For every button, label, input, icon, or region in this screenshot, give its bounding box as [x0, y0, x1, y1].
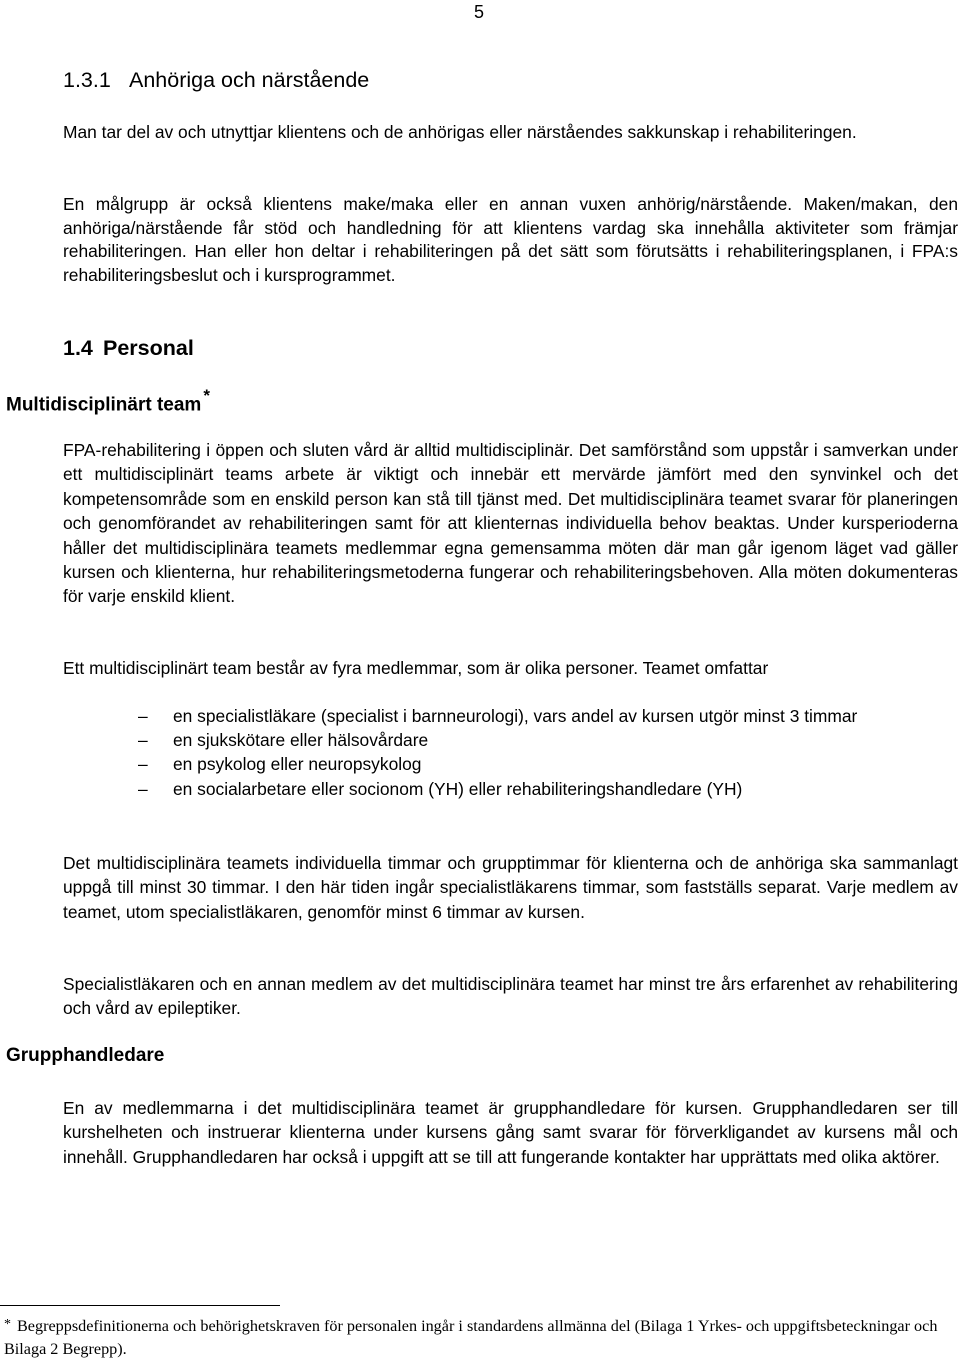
section-title: Personal: [103, 336, 194, 360]
dash-bullet: –: [138, 706, 148, 726]
section-heading-1-4: [63, 336, 194, 361]
list-item: – en sjukskötare eller hälsovårdare: [63, 728, 958, 752]
dash-bullet: –: [138, 730, 148, 751]
paragraph-team-2: Ett multidisciplinärt team består av fyra medlemmar, som är olika personer. Teamet omfattar: [63, 658, 769, 678]
paragraph-team-1: FPA-rehabilitering i öppen och sluten vård är alltid multidisciplinär. Det samförstånd som uppstår i samverkan under ett multidisciplinärt teams arbete är viktigt och innebär ett mervärde jämfört med den synvinkel och det kompetensområde som en enskild person kan stå till tjänst med. Det multidisciplinära teamet svarar för planeringen och genomförandet av rehabiliteringen samt för att klienternas individuella behov beaktas. Under kursperioderna håller det multidisciplinära teamets medlemmar egna gemensamma möten där man går igenom läget vad gäller kursen och klienterna, hur rehabiliteringsmetoderna fungerar och rehabiliteringsbehoven. Alla möten dokumenteras för varje enskild klient.: [63, 440, 958, 607]
paragraph-relatives-1: Man tar del av och utnyttjar klientens och de anhörigas eller närståendes sakkunskap i rehabiliteringen.: [63, 122, 857, 142]
paragraph-relatives-2: En målgrupp är också klientens make/maka eller en annan vuxen anhörig/närstående. Maken/makan, den anhöriga/närstående får stöd och handledning för att klientens vardag ska innehålla aktiviteter som främjar rehabiliteringen. Han eller hon deltar i rehabiliteringen på det sätt som förutsätts i rehabiliteringsplanen, i FPA:s rehabiliteringsbeslut och i kursprogrammet.: [63, 194, 958, 285]
dash-bullet: –: [138, 754, 148, 775]
footnote: [4, 1316, 944, 1360]
footnote-reference: *: [203, 386, 210, 405]
list-item: – en socialarbetare eller socionom (YH) eller rehabiliteringshandledare (YH): [63, 777, 958, 801]
paragraph-group-leader: En av medlemmarna i det multidisciplinära teamet är grupphandledare för kursen. Grupphandledaren ser till kurshelheten och instruerar klienterna under kursens gång samt svarar för förverkligandet av kursens mål och innehåll. Grupphandledaren har också i uppgift att se till att fungerande kontakter har upprättats med olika aktörer.: [63, 1098, 958, 1167]
footnote-divider: [0, 1305, 280, 1306]
section-number: 1.4: [63, 336, 93, 360]
footnote-text: Begreppsdefinitionerna och behörighetskraven för personalen ingår i standardens allmänna del (Bilaga 1 Yrkes- och uppgiftsbeteckningar och Bilaga 2 Begrepp).: [4, 1317, 938, 1358]
paragraph-team-4: Specialistläkaren och en annan medlem av det multidisciplinära teamet har minst tre års erfarenhet av rehabilitering och vård av epileptiker.: [63, 974, 958, 1019]
footnote-mark: *: [4, 1317, 11, 1332]
section-number: 1.3.1: [63, 68, 111, 92]
section-title: Anhöriga och närstående: [129, 68, 370, 92]
team-member-list: [63, 704, 958, 801]
subheading-group-leader: Grupphandledare: [6, 1045, 165, 1066]
subheading-multidisciplinary-team: [6, 388, 210, 416]
list-item: – en specialistläkare (specialist i barnneurologi), vars andel av kursen utgör minst 3 timmar: [63, 704, 958, 728]
section-heading-1-3-1: [63, 68, 369, 93]
dash-bullet: –: [138, 778, 148, 799]
list-item: – en psykolog eller neuropsykolog: [63, 752, 958, 776]
subheading-text: Multidisciplinärt team: [6, 394, 202, 416]
paragraph-team-3: Det multidisciplinära teamets individuella timmar och grupptimmar för klienterna och de anhöriga ska sammanlagt uppgå till minst 30 timmar. I den här tiden ingår specialistläkarens timmar, som fastställs separat. Varje medlem av teamet, utom specialistläkaren, genomför minst 6 timmar av kursen.: [63, 853, 958, 922]
page-number: 5: [474, 2, 485, 22]
